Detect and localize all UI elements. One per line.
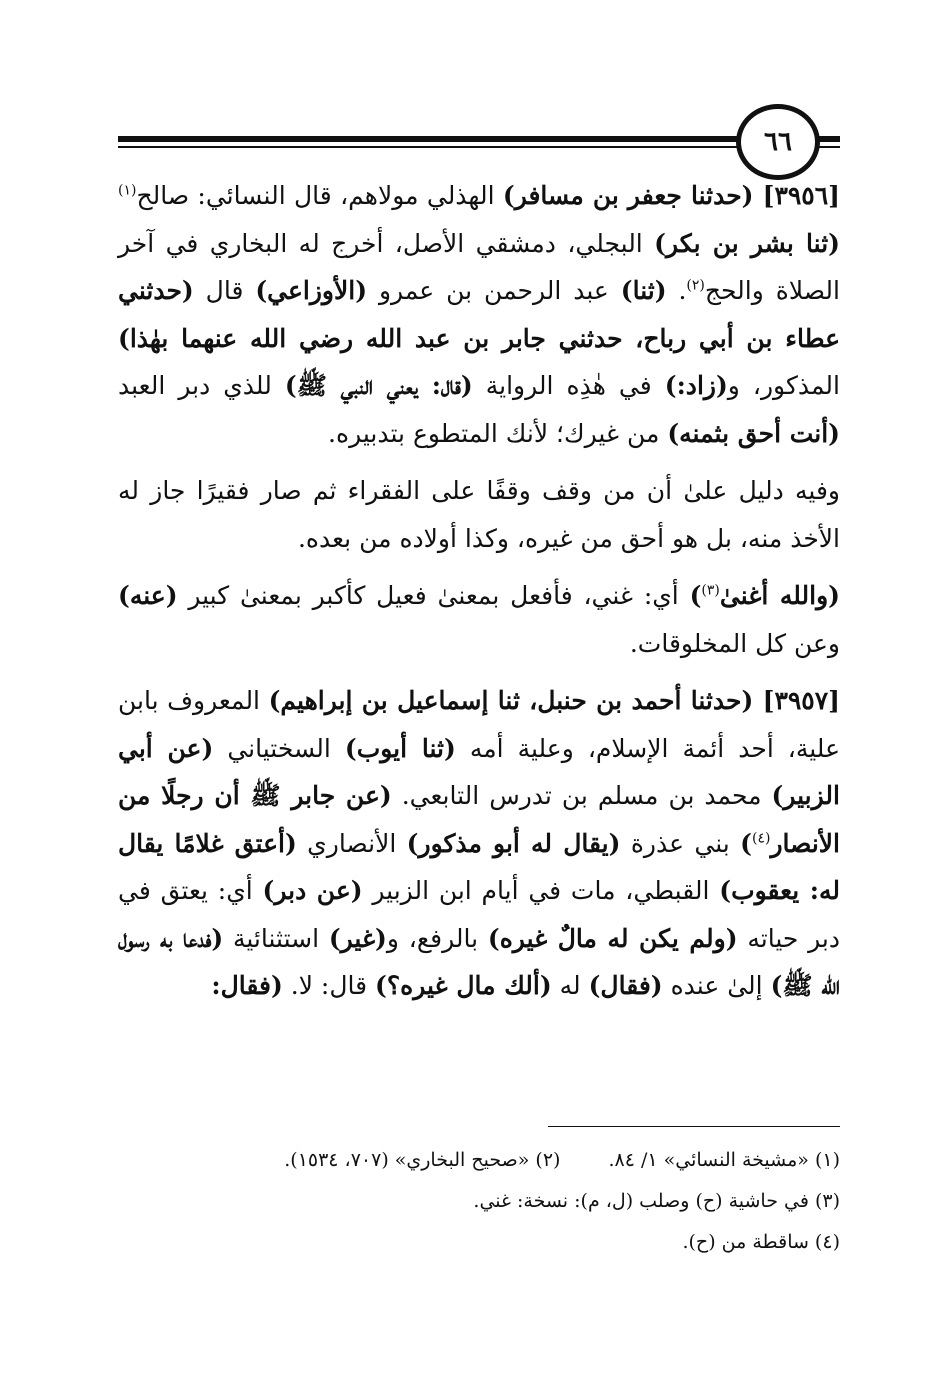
- text-run: القبطي، مات في أيام ابن الزبير: [362, 876, 720, 905]
- bold-text: (عنه): [118, 581, 178, 610]
- text-run: قال: لا.: [282, 971, 376, 1000]
- paragraph-4: [118, 677, 840, 1010]
- bold-text: [٣٩٥٧] (حدثنا أحمد بن حنبل، ثنا إسماعيل بن إبراهيم): [268, 686, 840, 715]
- page-header: [118, 98, 840, 178]
- text-run: الهذلي مولاهم، قال النسائي: صالح: [136, 181, 503, 210]
- bold-text: (ثنا أيوب): [344, 733, 456, 763]
- main-text: [118, 172, 840, 1010]
- text-run: وعن كل المخلوقات.: [629, 628, 840, 658]
- bold-text: (زاد:): [664, 371, 728, 400]
- text-run: من غيرك؛ لأنك المتطوع بتدبيره.: [328, 418, 668, 448]
- bold-text: (ثنا): [620, 276, 667, 305]
- text-run: .: [666, 276, 687, 305]
- text-run: البجلي، دمشقي الأصل، أخرج له البخاري في آخر الصلاة والحج: [118, 228, 840, 305]
- text-run: السختياني: [213, 733, 345, 763]
- bold-text: (ألك مال غيره؟): [375, 971, 552, 1000]
- text-run: في هٰذِه الرواية: [472, 371, 665, 400]
- bold-text: (فقال): [588, 971, 663, 1000]
- bold-text: (يقال له أبو مذكور): [406, 828, 621, 858]
- bold-text: (حدثني عطاء بن أبي رباح، حدثني جابر بن عبد الله رضي الله عنهما بهٰذا): [118, 276, 840, 353]
- footnote-2: (٢) «صحيح البخاري» (٧٠٧، ١٥٣٤).: [284, 1149, 561, 1171]
- text-run: أي: يعتق في دبر حياته: [118, 876, 840, 953]
- text-run: محمد بن مسلم بن تدرس التابعي.: [391, 781, 772, 810]
- text-run: المذكور، و: [727, 371, 841, 400]
- bold-text: (عن جابر ﷺ أن رجلًا من الأنصار: [118, 781, 840, 858]
- footnote-marker: (٢): [686, 277, 705, 294]
- text-run: بالرفع، و: [386, 923, 488, 953]
- text-run: استثنائية: [223, 923, 329, 953]
- bold-text: (قال: يعني النبي ﷺ): [284, 371, 473, 400]
- page-number: ٦٦: [736, 104, 820, 180]
- footnote-1: (١) «مشيخة النسائي» ١/ ٨٤.: [608, 1149, 840, 1171]
- footnotes: [118, 1140, 840, 1263]
- text-run: عبد الرحمن بن عمرو: [367, 276, 621, 305]
- bold-text: (ثنا بشر بن بكر): [654, 228, 840, 258]
- footnote-marker: (٤): [752, 830, 771, 847]
- bold-text: (عن أبي الزبير): [118, 733, 840, 810]
- header-rule-thin: [118, 146, 738, 148]
- footnote-marker: (٣): [701, 582, 720, 599]
- bold-text: (أنت أحق بثمنه): [667, 418, 840, 448]
- bold-text: (ولم يكن له مالٌ غيره): [487, 923, 738, 953]
- text-run: إلىٰ عنده: [662, 971, 771, 1000]
- paragraph-2: [118, 467, 840, 562]
- bold-text: (والله أغنىٰ: [719, 581, 841, 610]
- text-run: له: [551, 971, 589, 1000]
- bold-text: (عن دبر): [262, 876, 363, 905]
- paragraph-3: [118, 572, 840, 667]
- bold-text: (الأوزاعي): [255, 276, 368, 305]
- text-run: أي: غني، فأفعل بمعنىٰ فعيل كأكبر بمعنىٰ كبير: [177, 581, 690, 610]
- bold-text: (غير): [328, 923, 387, 953]
- bold-text: ): [740, 828, 752, 858]
- bold-text: (أعتق غلامًا يقال له: يعقوب): [118, 828, 840, 905]
- text-run: للذي دبر العبد: [118, 371, 285, 400]
- footnote-4: (٤) ساقطة من (ح).: [682, 1231, 840, 1253]
- footnote-3: (٣) في حاشية (ح) وصلب (ل، م): نسخة: غني.: [473, 1190, 840, 1212]
- footnote-marker: (١): [118, 182, 137, 199]
- text-run: بني عذرة: [620, 828, 741, 858]
- header-rule-thick: [118, 136, 738, 142]
- bold-text: ): [689, 581, 702, 610]
- text-run: المعروف بابن علية، أحد أئمة الإسلام، وعلية أمه: [118, 686, 840, 763]
- paragraph-1: [118, 172, 840, 457]
- bold-text: (فدعا به رسول الله ﷺ): [118, 923, 840, 1000]
- bold-text: [٣٩٥٦] (حدثنا جعفر بن مسافر): [502, 181, 840, 210]
- text-run: وفيه دليل علىٰ أن من وقف وقفًا على الفقراء ثم صار فقيرًا جاز له الأخذ منه، بل هو أحق من غيره، وكذا أولاده من بعده.: [118, 476, 840, 553]
- text-run: قال: [193, 276, 256, 305]
- text-run: الأنصاري: [296, 828, 407, 858]
- footnote-separator: [548, 1126, 840, 1127]
- footnote-row-1: [118, 1140, 840, 1181]
- bold-text: (فقال:: [211, 971, 283, 1000]
